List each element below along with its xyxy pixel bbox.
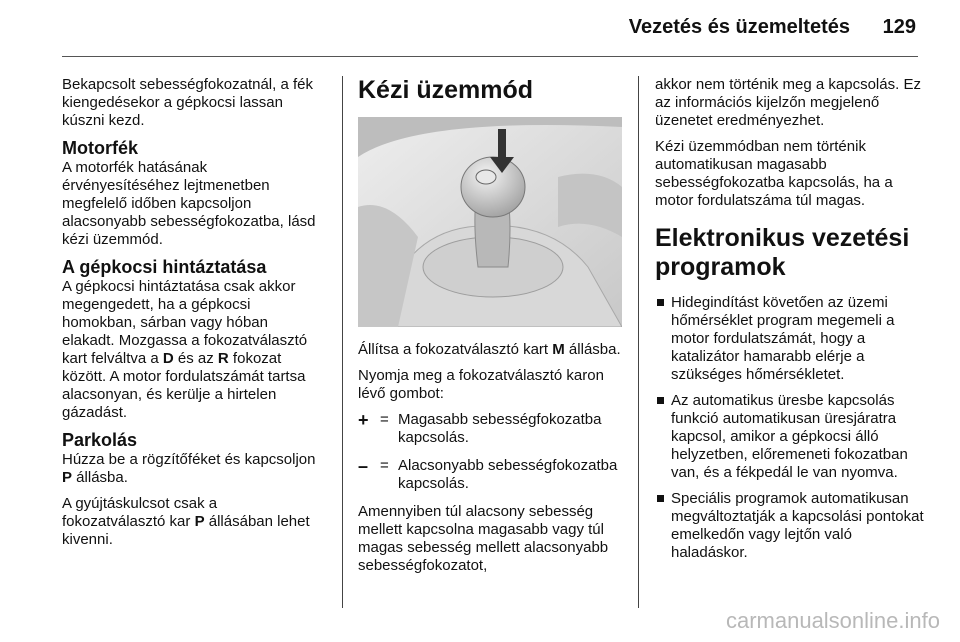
auto-paragraph: Kézi üzemmódban nem történik automatikusan magasabb sebességfokozatba kapcsolás, ha a motor fordulatszáma túl magas. [655,138,893,209]
motorfek-heading: Motorfék [62,138,138,158]
parkolas-heading: Parkolás [62,430,138,450]
gear-m-label: M [552,341,565,358]
equals-sign: = [380,411,389,428]
bullet-square-icon [657,495,664,502]
hintaztatas-paragraph [62,278,324,422]
page-header [0,0,960,58]
watermark: carmanualsonline.info [725,608,940,633]
gear-p-label-2: P [194,513,205,530]
kulcs-text-2: állásában lehet kivenni. [62,513,310,548]
minus-icon: – [358,456,369,476]
gear-r-label: R [217,350,229,367]
parkolas-text-1: Húzza be a rögzítőféket és kapcsoljon [62,451,316,468]
hintaztatas-heading: A gépkocsi hintáztatása [62,257,267,277]
continued-paragraph: akkor nem történik meg a kapcsolás. Ez az információs kijelzőn megjelenő üzenetet eredményezhet. [655,76,921,129]
downshift-text: Alacsonyabb sebességfokozatba kapcsolás. [398,457,618,492]
hintaztatas-text-2: és az [173,350,218,367]
equals-sign: = [380,457,389,474]
instruction-text-1: Állítsa a fokozatválasztó kart [358,341,553,358]
tail-paragraph: Amennyiben túl alacsony sebesség mellett kapcsolna magasabb vagy túl magas sebesség mellett alacsonyabb sebességfokozatot, [358,503,609,574]
column-divider-1 [342,76,343,608]
bullet-square-icon [657,299,664,306]
elektronikus-programok-heading: Elektronikus vezetési programok [655,224,910,281]
gear-selector-illustration [358,117,622,327]
instruction-paragraph [358,341,624,359]
parkolas-text-2: állásba. [72,469,128,486]
gear-selector-photo [358,117,622,327]
downshift-row [358,457,624,493]
upshift-row [358,411,624,447]
press-paragraph: Nyomja meg a fokozatválasztó karon lévő gombot: [358,367,604,402]
list-item [655,490,925,562]
header-title: Vezetés és üzemeltetés [628,16,850,38]
list-item-text: Az automatikus üresbe kapcsolás funkció automatikusan üresjáratra kapcsol, amikor a gépkocsi álló helyzetben, előremeneti fokozatban van, és a fékpedál le van nyomva. [671,392,908,481]
list-item [655,294,925,384]
list-item-text: Hidegindítást követően az üzemi hőmérséklet program megemeli a motor fordulatszámát, hogy a katalizátor hamarabb elérje a szükséges hőmérsékletet. [671,294,895,383]
bullet-square-icon [657,397,664,404]
hintaztatas-text-3: fokozat között. A motor fordulatszámát tartsa alacsonyan, és kerülje a hirtelen gázadást. [62,350,306,421]
gear-d-label: D [162,350,174,367]
upshift-text: Magasabb sebességfokozatba kapcsolás. [398,411,602,446]
parkolas-paragraph [62,451,324,487]
column-middle [358,76,624,583]
kulcs-text-1: A gyújtáskulcsot csak a fokozatválasztó kar [62,495,218,530]
plus-icon: + [358,410,369,430]
header-divider [62,56,918,57]
gear-p-label: P [62,469,73,486]
kulcs-paragraph [62,495,324,549]
column-right [655,76,925,570]
intro-paragraph: Bekapcsolt sebességfokozatnál, a fék kiengedésekor a gépkocsi lassan kúszni kezd. [62,76,313,129]
instruction-text-2: állásba. [564,341,621,358]
column-left [62,76,324,557]
list-item-text: Speciális programok automatikusan megváltoztatják a kapcsolási pontokat emelkedőn vagy lejtőn való haladáskor. [671,490,924,561]
hintaztatas-text-1: A gépkocsi hintáztatása csak akkor megengedett, ha a gépkocsi homokban, sárban vagy hóban elakadt. Mozgassa a fokozatválasztó kart felváltva a [62,278,308,367]
kezi-uzemmod-heading: Kézi üzemmód [358,76,534,104]
programs-list [655,294,925,562]
column-divider-2 [638,76,639,608]
shift-definitions [358,411,624,493]
page-number: 129 [882,16,916,38]
motorfek-paragraph: A motorfék hatásának érvényesítéséhez lejtmenetben megfelelő időben kapcsoljon alacsonyabb sebességfokozatba, lásd kézi üzemmód. [62,159,316,248]
list-item [655,392,925,482]
